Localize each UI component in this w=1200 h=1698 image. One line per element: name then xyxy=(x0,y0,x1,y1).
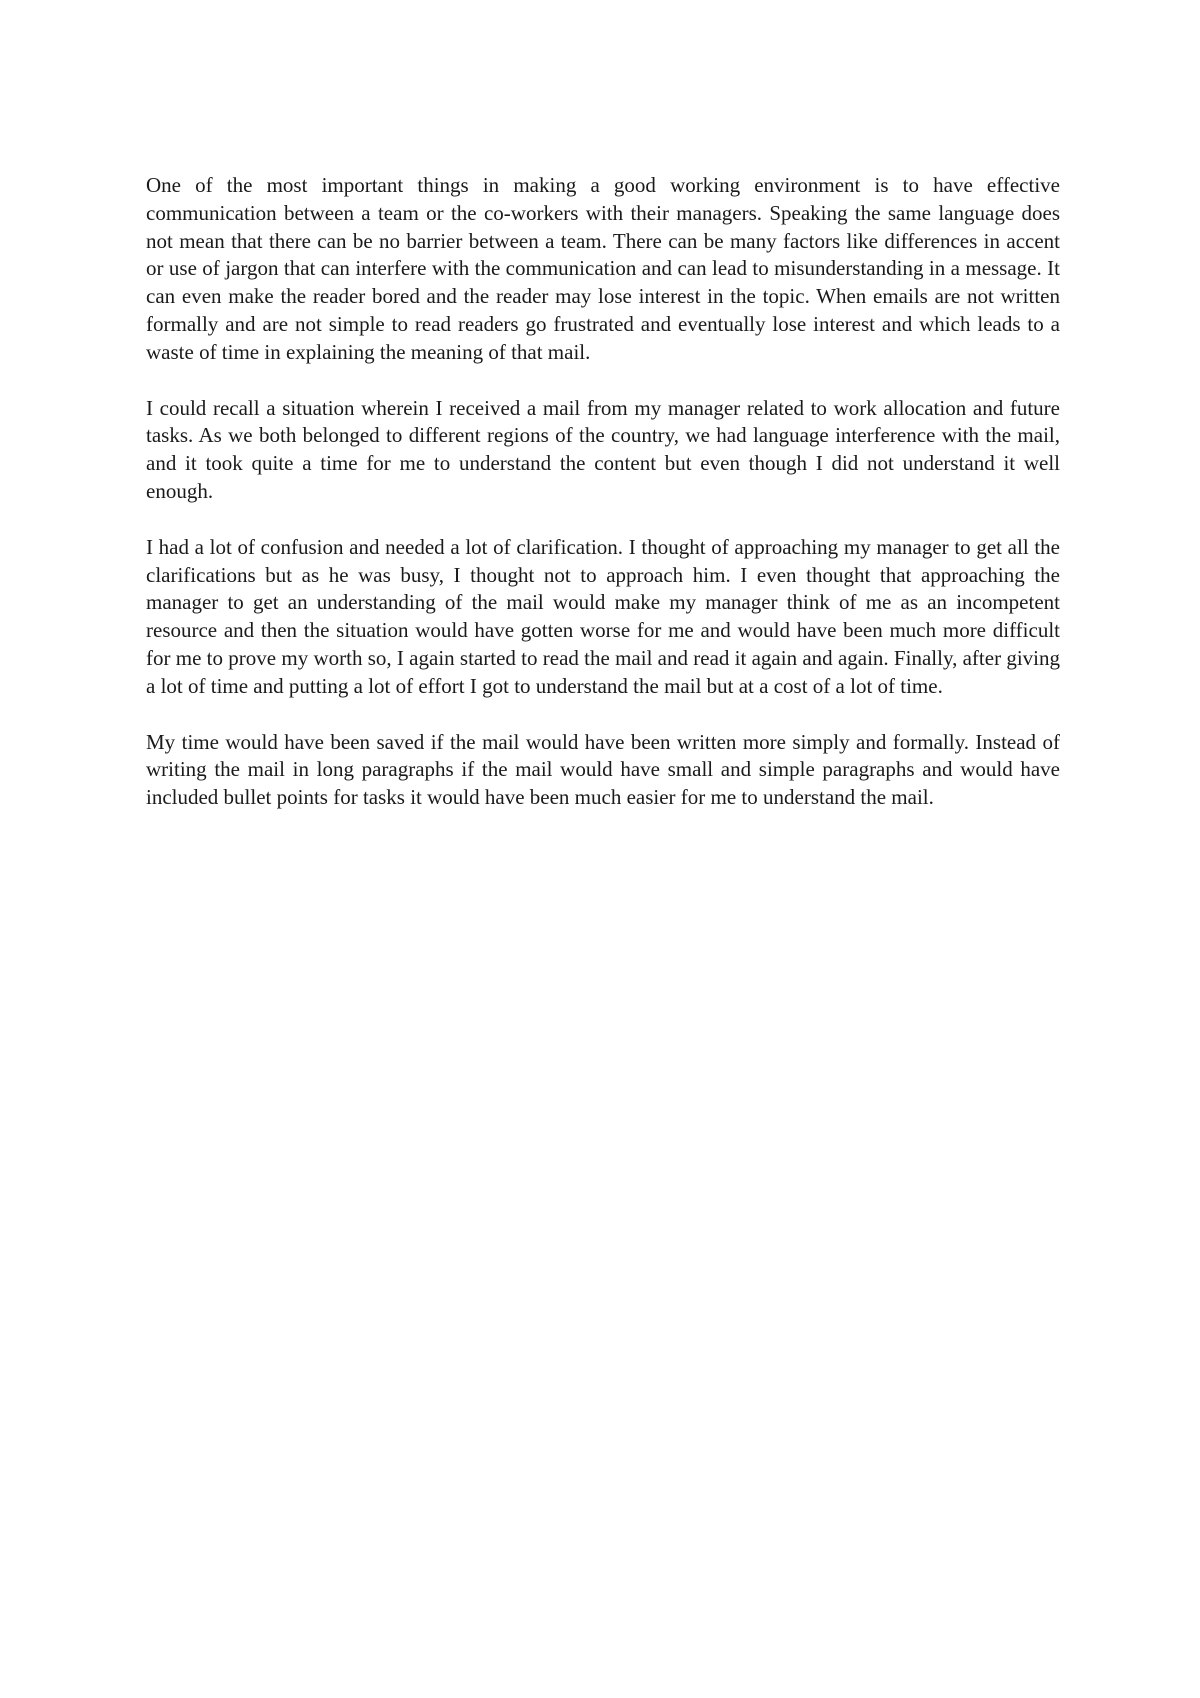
paragraph-1: One of the most important things in making a good working environment is to have effective communication between a team or the co-workers with their managers. Speaking the same language does not mean that there can be no barrier between a team. There can be many factors like differences in accent or use of jargon that can interfere with the communication and can lead to misunderstanding in a message. It can even make the reader bored and the reader may lose interest in the topic. When emails are not written formally and are not simple to read readers go frustrated and eventually lose interest and which leads to a waste of time in explaining the meaning of that mail. xyxy=(146,173,1060,364)
paragraph-2: I could recall a situation wherein I received a mail from my manager related to work allocation and future tasks. As we both belonged to different regions of the country, we had language interference with the mail, and it took quite a time for me to understand the content but even though I did not understand it well enough. xyxy=(146,395,1060,503)
document-body xyxy=(146,172,1060,840)
paragraph-4: My time would have been saved if the mail would have been written more simply and formally. Instead of writing the mail in long paragraphs if the mail would have small and simple paragraphs and would have included bullet points for tasks it would have been much easier for me to understand the mail. xyxy=(146,729,1060,810)
paragraph-3: I had a lot of confusion and needed a lot of clarification. I thought of approaching my manager to get all the clarifications but as he was busy, I thought not to approach him. I even thought that approaching the manager to get an understanding of the mail would make my manager think of me as an incompetent resource and then the situation would have gotten worse for me and would have been much more difficult for me to prove my worth so, I again started to read the mail and read it again and again. Finally, after giving a lot of time and putting a lot of effort I got to understand the mail but at a cost of a lot of time. xyxy=(146,534,1060,698)
